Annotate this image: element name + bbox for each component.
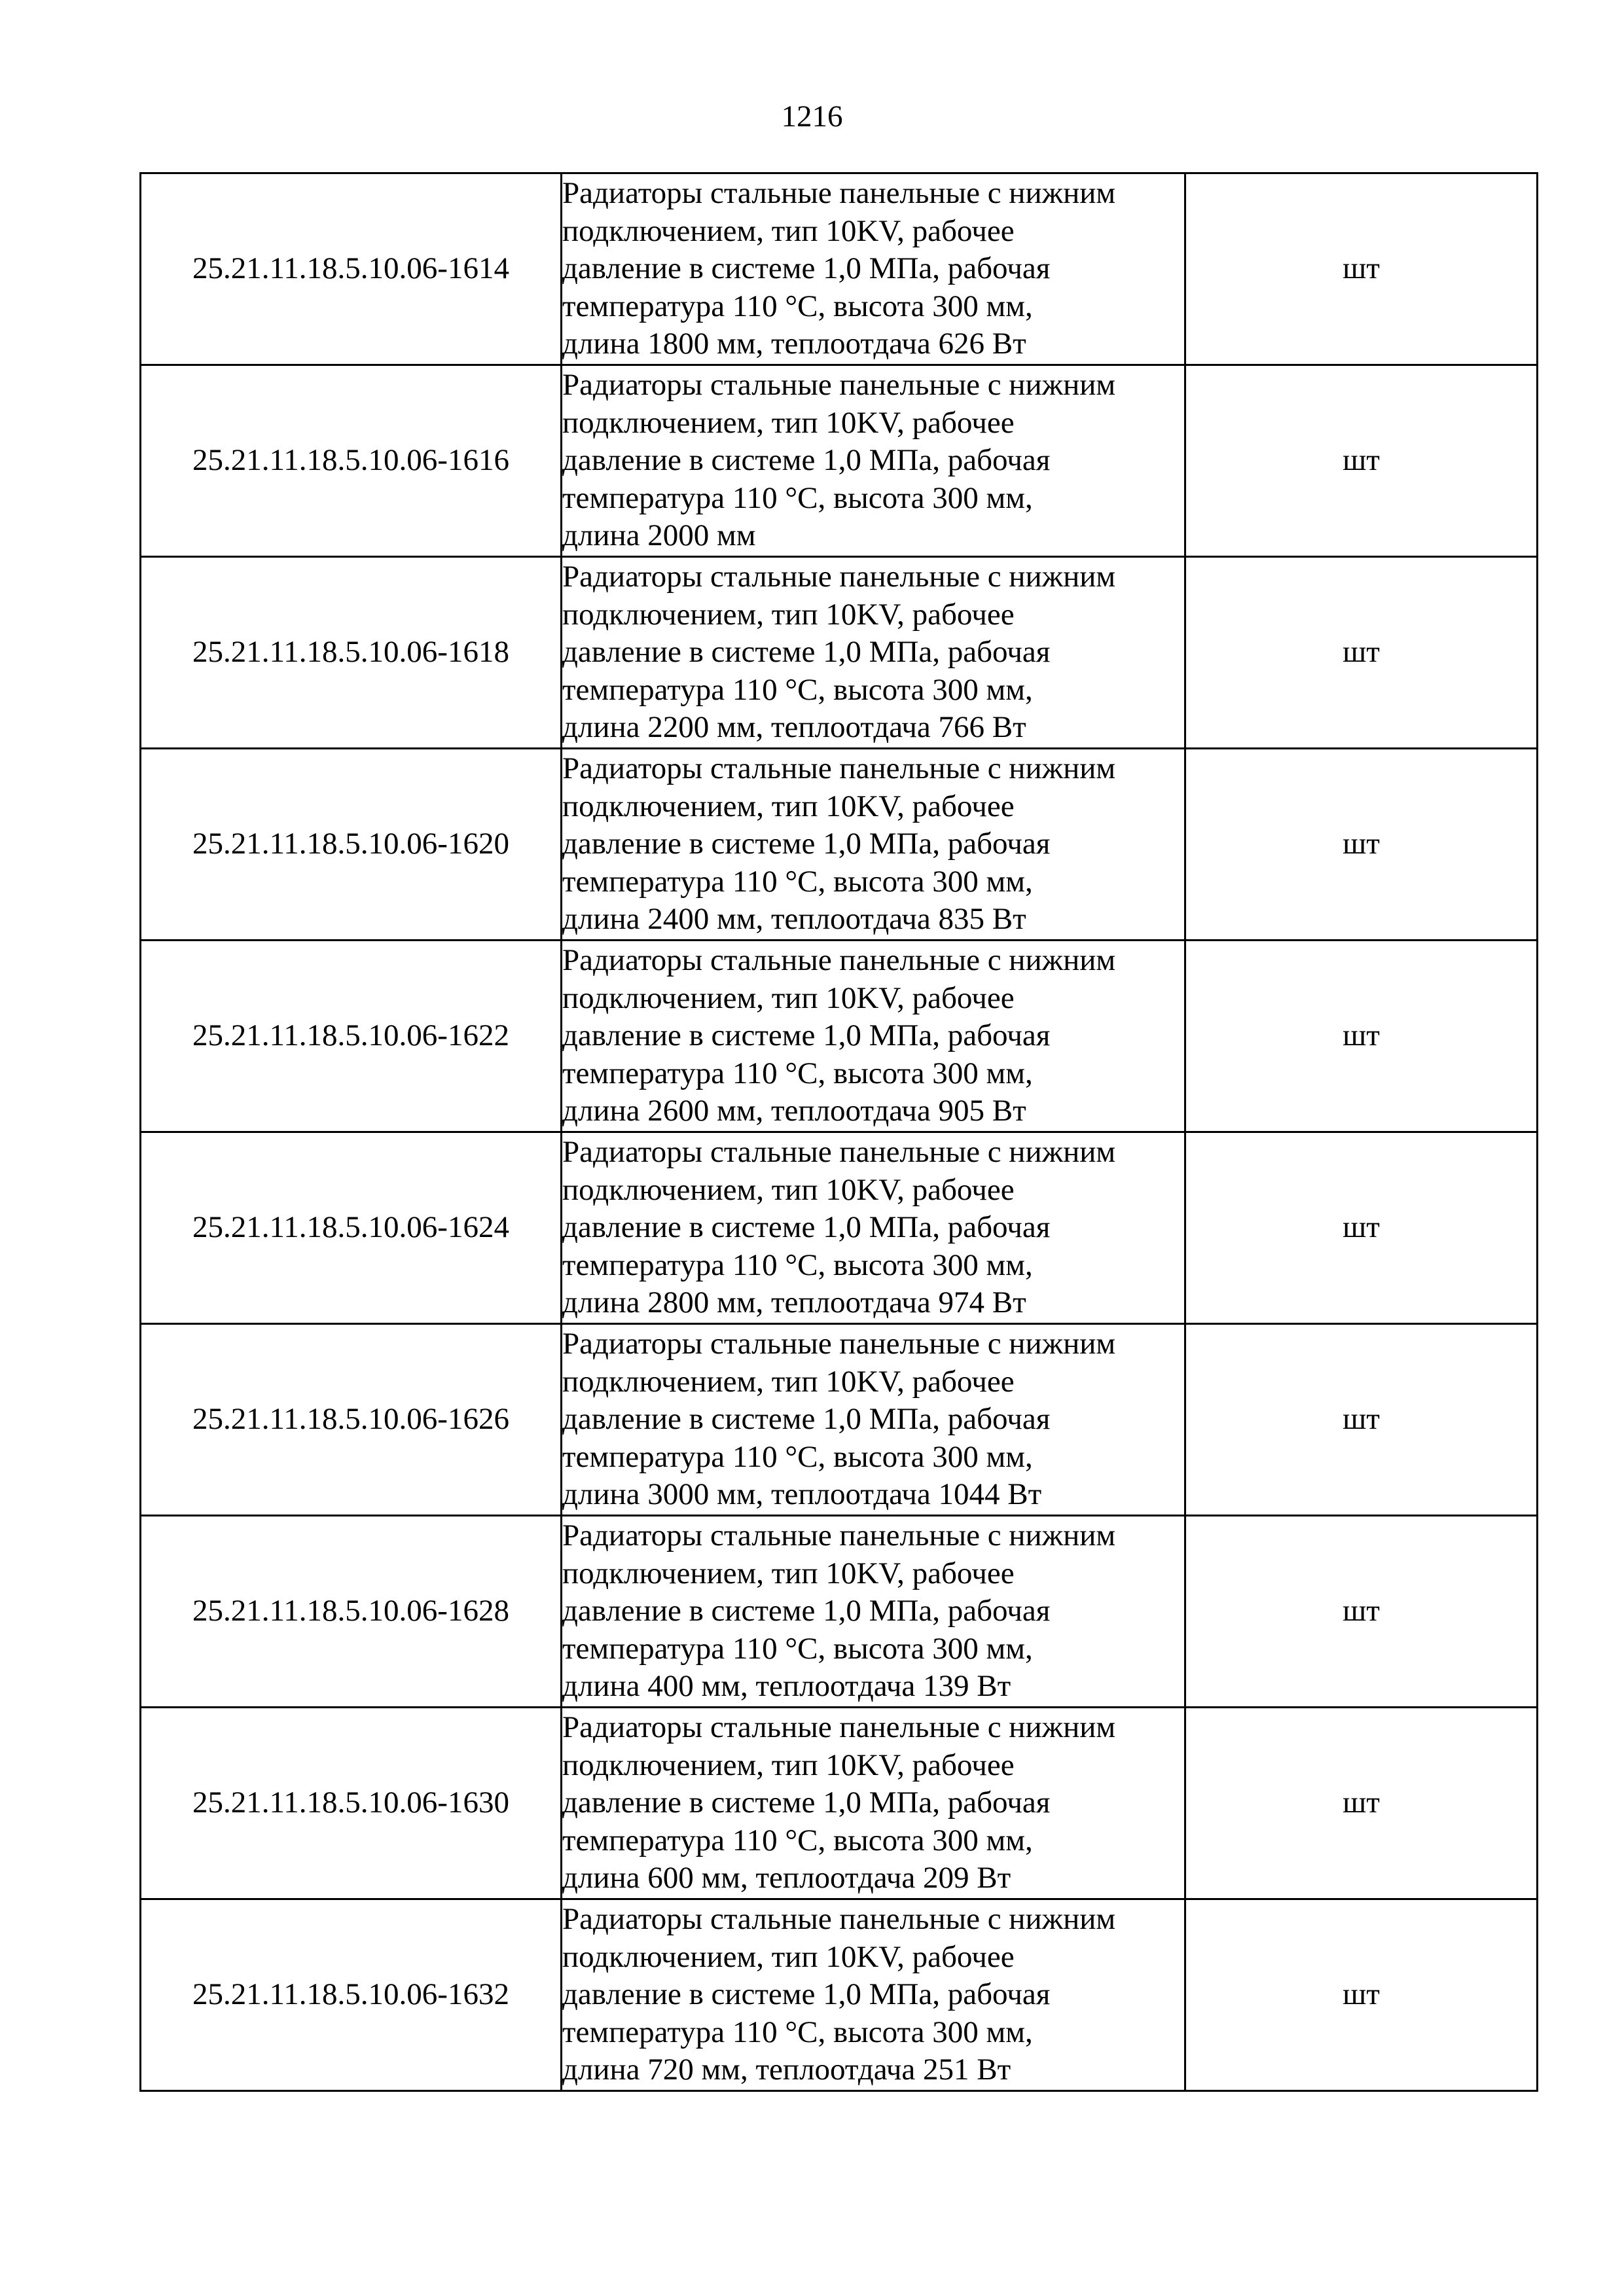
description-line: Радиаторы стальные панельные с нижним	[562, 1135, 1116, 1170]
resource-code-cell: 25.21.11.18.5.10.06-1620	[141, 749, 562, 941]
description-line: Радиаторы стальные панельные с нижним	[562, 1518, 1116, 1553]
description-line: подключением, тип 10KV, рабочее	[562, 980, 1015, 1015]
unit-cell: шт	[1185, 557, 1538, 749]
description-line: длина 2400 мм, теплоотдача 835 Вт	[562, 902, 1026, 937]
description-line: подключением, тип 10KV, рабочее	[562, 1172, 1015, 1207]
resource-description-cell	[562, 557, 1185, 749]
table-row	[141, 749, 1538, 941]
description-line: температура 110 °С, высота 300 мм,	[562, 1056, 1033, 1090]
unit-cell: шт	[1185, 365, 1538, 557]
resource-code-cell: 25.21.11.18.5.10.06-1628	[141, 1516, 562, 1708]
description-line: подключением, тип 10KV, рабочее	[562, 405, 1015, 440]
resource-description-cell	[562, 173, 1185, 365]
table-row	[141, 1324, 1538, 1516]
description-line: температура 110 °С, высота 300 мм,	[562, 1247, 1033, 1282]
description-line: длина 2000 мм	[562, 518, 756, 553]
table-row	[141, 1516, 1538, 1708]
description-line: давление в системе 1,0 МПа, рабочая	[562, 1402, 1051, 1437]
unit-cell: шт	[1185, 1324, 1538, 1516]
description-line: длина 3000 мм, теплоотдача 1044 Вт	[562, 1477, 1042, 1512]
table-row	[141, 1899, 1538, 2091]
table-row	[141, 941, 1538, 1132]
description-line: подключением, тип 10KV, рабочее	[562, 1748, 1015, 1782]
resource-code-cell: 25.21.11.18.5.10.06-1614	[141, 173, 562, 365]
table-row	[141, 173, 1538, 365]
description-line: Радиаторы стальные панельные с нижним	[562, 751, 1116, 786]
resource-table	[139, 172, 1538, 2092]
resource-code-cell: 25.21.11.18.5.10.06-1622	[141, 941, 562, 1132]
unit-cell: шт	[1185, 1708, 1538, 1899]
description-line: давление в системе 1,0 МПа, рабочая	[562, 251, 1051, 286]
description-line: подключением, тип 10KV, рабочее	[562, 1939, 1015, 1974]
unit-cell: шт	[1185, 1132, 1538, 1324]
description-line: давление в системе 1,0 МПа, рабочая	[562, 1210, 1051, 1245]
description-line: Радиаторы стальные панельные с нижним	[562, 176, 1116, 211]
resource-code-cell: 25.21.11.18.5.10.06-1630	[141, 1708, 562, 1899]
resource-description-cell	[562, 941, 1185, 1132]
description-line: температура 110 °С, высота 300 мм,	[562, 1439, 1033, 1474]
resource-code-cell: 25.21.11.18.5.10.06-1626	[141, 1324, 562, 1516]
resource-code-cell: 25.21.11.18.5.10.06-1624	[141, 1132, 562, 1324]
description-line: температура 110 °С, высота 300 мм,	[562, 1631, 1033, 1666]
description-line: длина 400 мм, теплоотдача 139 Вт	[562, 1669, 1011, 1704]
description-line: давление в системе 1,0 МПа, рабочая	[562, 1594, 1051, 1628]
description-line: давление в системе 1,0 МПа, рабочая	[562, 1785, 1051, 1820]
description-line: температура 110 °С, высота 300 мм,	[562, 672, 1033, 707]
table-body	[141, 173, 1538, 2091]
description-line: подключением, тип 10KV, рабочее	[562, 1556, 1015, 1590]
description-line: температура 110 °С, высота 300 мм,	[562, 480, 1033, 515]
unit-cell: шт	[1185, 749, 1538, 941]
description-line: длина 2600 мм, теплоотдача 905 Вт	[562, 1094, 1026, 1128]
resource-code-cell: 25.21.11.18.5.10.06-1616	[141, 365, 562, 557]
page-number: 1216	[781, 99, 843, 134]
unit-cell: шт	[1185, 1516, 1538, 1708]
resource-description-cell	[562, 1899, 1185, 2091]
resource-description-cell	[562, 749, 1185, 941]
description-line: температура 110 °С, высота 300 мм,	[562, 289, 1033, 323]
description-line: подключением, тип 10KV, рабочее	[562, 1364, 1015, 1399]
description-line: давление в системе 1,0 МПа, рабочая	[562, 1977, 1051, 2012]
description-line: давление в системе 1,0 МПа, рабочая	[562, 443, 1051, 478]
description-line: давление в системе 1,0 МПа, рабочая	[562, 635, 1051, 670]
resource-code-cell: 25.21.11.18.5.10.06-1632	[141, 1899, 562, 2091]
description-line: температура 110 °С, высота 300 мм,	[562, 2015, 1033, 2049]
description-line: подключением, тип 10KV, рабочее	[562, 789, 1015, 823]
resource-description-cell	[562, 1132, 1185, 1324]
description-line: Радиаторы стальные панельные с нижним	[562, 1327, 1116, 1361]
description-line: Радиаторы стальные панельные с нижним	[562, 1710, 1116, 1745]
description-line: длина 2200 мм, теплоотдача 766 Вт	[562, 710, 1026, 745]
description-line: длина 600 мм, теплоотдача 209 Вт	[562, 1861, 1011, 1895]
description-line: длина 720 мм, теплоотдача 251 Вт	[562, 2053, 1011, 2087]
description-line: длина 1800 мм, теплоотдача 626 Вт	[562, 327, 1026, 361]
unit-cell: шт	[1185, 941, 1538, 1132]
description-line: давление в системе 1,0 МПа, рабочая	[562, 1018, 1051, 1053]
table-row	[141, 557, 1538, 749]
resource-description-cell	[562, 1324, 1185, 1516]
resource-description-cell	[562, 1516, 1185, 1708]
table-row	[141, 365, 1538, 557]
description-line: температура 110 °С, высота 300 мм,	[562, 1823, 1033, 1857]
description-line: подключением, тип 10KV, рабочее	[562, 213, 1015, 248]
description-line: Радиаторы стальные панельные с нижним	[562, 368, 1116, 403]
table-row	[141, 1708, 1538, 1899]
unit-cell: шт	[1185, 1899, 1538, 2091]
table-row	[141, 1132, 1538, 1324]
resource-code-cell: 25.21.11.18.5.10.06-1618	[141, 557, 562, 749]
resource-description-cell	[562, 365, 1185, 557]
description-line: температура 110 °С, высота 300 мм,	[562, 864, 1033, 899]
unit-cell: шт	[1185, 173, 1538, 365]
description-line: Радиаторы стальные панельные с нижним	[562, 560, 1116, 594]
description-line: длина 2800 мм, теплоотдача 974 Вт	[562, 1285, 1026, 1320]
description-line: давление в системе 1,0 МПа, рабочая	[562, 827, 1051, 861]
description-line: Радиаторы стальные панельные с нижним	[562, 1902, 1116, 1937]
resource-description-cell	[562, 1708, 1185, 1899]
description-line: подключением, тип 10KV, рабочее	[562, 597, 1015, 632]
description-line: Радиаторы стальные панельные с нижним	[562, 943, 1116, 978]
